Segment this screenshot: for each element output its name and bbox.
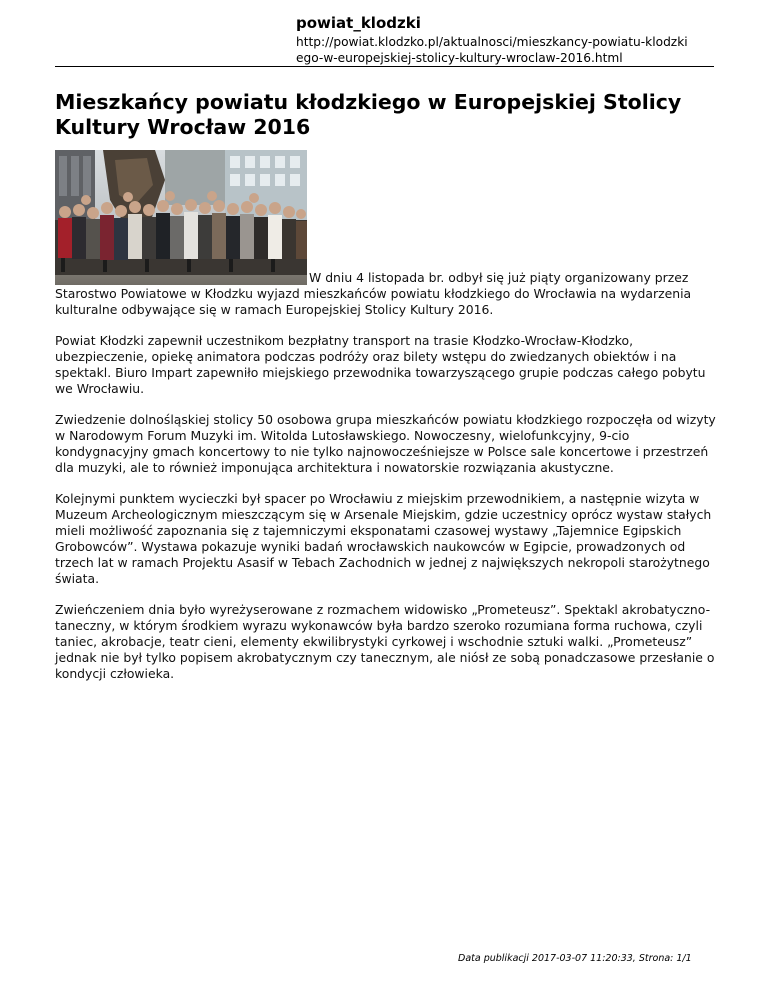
article-paragraph: Zwieńczeniem dnia było wyreżyserowane z rozmachem widowisko „Prometeusz”. Spektakl akrobatyczno-taneczny, w którym środkiem wyrazu wykonawców była bardzo szeroko rozumiana forma ruchowa, czyli taniec, akrobacje, teatr cieni, elementy ekwilibrystyki cyrkowej i wschodnie sztuki walki. „Prometeusz” jednak nie był tylko popisem akrobatycznym czy tanecznym, ale niósł ze sobą ponadczasowe przesłanie o kondycji człowieka. bbox=[55, 602, 715, 681]
article-paragraph: Powiat Kłodzki zapewnił uczestnikom bezpłatny transport na trasie Kłodzko-Wrocław-Kłodzko, ubezpieczenie, opiekę animatora podczas podróży oraz bilety wstępu do zwiedzanych obiektów i na spektakl. Biuro Impart zapewniło miejskiego przewodnika towarzyszącego grupie podczas całego pobytu we Wrocławiu. bbox=[55, 333, 706, 396]
group-photo-image bbox=[55, 150, 307, 285]
source-url[interactable]: http://powiat.klodzko.pl/aktualnosci/mieszkancy-powiatu-klodzki ego-w-europejskiej-stolicy-kultury-wroclaw-2016.html bbox=[296, 35, 688, 65]
group-photo bbox=[55, 150, 307, 285]
header-divider bbox=[55, 66, 714, 67]
paragraph-text: W dniu 4 listopada br. odbył się już piąty organizowany przez Starostwo Powiatowe w Kłodzku wyjazd mieszkańców powiatu kłodzkiego do Wrocławia na wydarzenia kulturalne odbywające się w ramach Europejskiej Stolicy Kultury 2016. bbox=[55, 270, 692, 317]
publication-footer: Data publikacji 2017-03-07 11:20:33, Strona: 1/1 bbox=[458, 953, 692, 964]
article-body bbox=[55, 150, 717, 697]
article-paragraph: Kolejnymi punktem wycieczki był spacer po Wrocławiu z miejskim przewodnikiem, a następnie wizyta w Muzeum Archeologicznym mieszczącym się w Arsenale Miejskim, gdzie uczestnicy oprócz wystaw stałych mieli możliwość zapoznania się z tajemniczymi eksponatami czasowej wystawy „Tajemnice Egipskich Grobowców”. Wystawa pokazuje wyniki badań wrocławskich naukowców w Egipcie, prowadzonych od trzech lat w ramach Projektu Asasif w Tebach Zachodnich w jednej z największych nekropoli starożytnego świata. bbox=[55, 491, 712, 586]
page-header bbox=[296, 14, 716, 66]
article-title: Mieszkańcy powiatu kłodzkiego w Europejskiej Stolicy Kultury Wrocław 2016 bbox=[55, 90, 682, 139]
site-name: powiat_klodzki bbox=[296, 14, 421, 32]
article-paragraph: Zwiedzenie dolnośląskiej stolicy 50 osobowa grupa mieszkańców powiatu kłodzkiego rozpoczęła od wizyty w Narodowym Forum Muzyki im. Witolda Lutosławskiego. Nowoczesny, wielofunkcyjny, 9-cio kondygnacyjny gmach koncertowy to nie tylko najnowocześniejsze w Polsce sale koncertowe i przestrzeń dla muzyki, ale to również imponująca architektura i nowatorskie rozwiązania akustyczne. bbox=[55, 412, 716, 475]
